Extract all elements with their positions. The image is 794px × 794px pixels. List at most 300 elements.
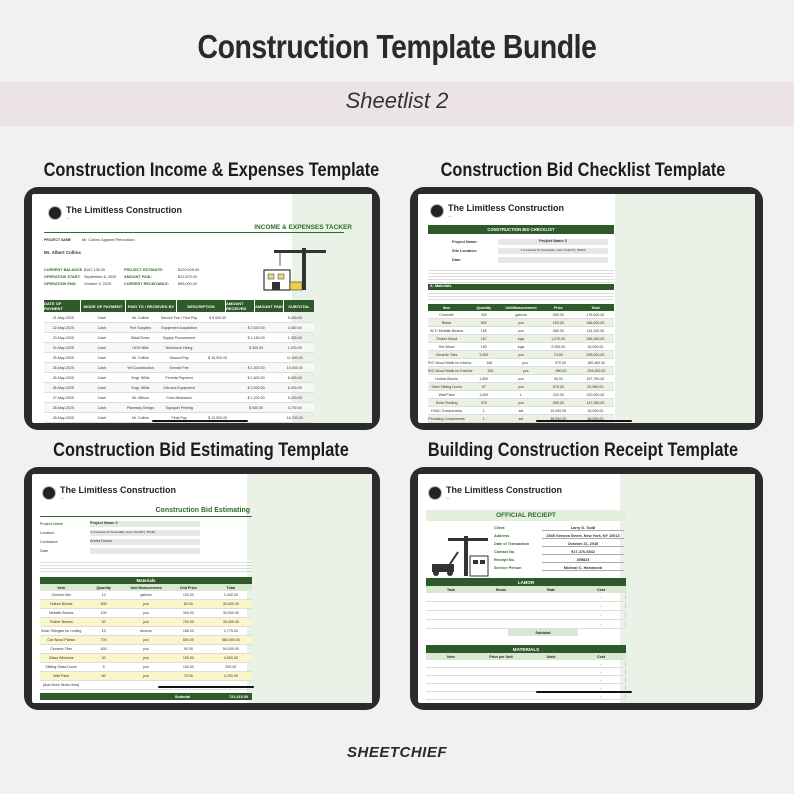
table-cell: 24-May-2025 xyxy=(52,345,74,350)
column-header: Cost xyxy=(597,654,605,659)
table-cell: Timber Beams xyxy=(49,620,73,624)
table-row xyxy=(426,593,626,602)
column-header: Unit Price xyxy=(180,585,197,590)
table-row xyxy=(428,311,614,319)
table-cell: pcs xyxy=(522,360,528,365)
table-cell: 11,000.00 xyxy=(286,355,303,360)
table-row xyxy=(40,654,252,663)
table-cell: [Add More Items Here] xyxy=(43,683,80,687)
table-cell: 1,440.00 xyxy=(223,593,238,597)
table-cell: pcs xyxy=(143,620,149,624)
income-template-title: Construction Income & Expenses Template xyxy=(43,160,380,181)
scroll-indicator[interactable] xyxy=(158,686,254,688)
company-logo-icon xyxy=(48,206,62,220)
receipt-field-label: Client xyxy=(494,526,505,530)
column-header: Task xyxy=(447,587,455,592)
table-cell: $ 12,000.00 xyxy=(208,415,228,420)
receipt-field-value[interactable]: October 21, 2045 xyxy=(542,542,624,547)
table-row xyxy=(44,373,314,383)
table-cell: logs xyxy=(517,336,525,341)
labor-subtotal: Subtotal xyxy=(508,629,578,636)
table-row xyxy=(426,676,626,684)
table-cell: dozens xyxy=(140,629,152,633)
table-cell: Workforce Hiring xyxy=(165,345,193,350)
receipt-tablet xyxy=(410,467,763,710)
table-cell: 980.00 xyxy=(555,368,567,373)
table-cell: pcs xyxy=(518,328,524,333)
table-cell: $ 1,160.00 xyxy=(247,335,265,340)
sheet-title: OFFICIAL RECIEPT xyxy=(426,510,626,521)
table-cell: 5,200.00 xyxy=(287,395,302,400)
table-cell: $ 300.00 xyxy=(249,345,264,350)
table-cell: 54,000.00 xyxy=(222,647,239,651)
table-cell: Hot Wood xyxy=(438,344,455,349)
table-cell: pcs xyxy=(143,638,149,642)
project-estimate-label: PROJECT ESTIMATE: xyxy=(124,268,164,272)
page-title: Construction Template Bundle xyxy=(197,28,597,65)
table-cell: 700 xyxy=(100,638,107,642)
table-cell: 60 xyxy=(101,674,106,678)
contractor-input[interactable]: Andra Dunne xyxy=(90,539,200,545)
table-cell: 3,000 xyxy=(479,352,489,357)
table-cell: 970.00 xyxy=(555,360,567,365)
scroll-indicator[interactable] xyxy=(536,691,632,693)
table-cell: 150 xyxy=(480,344,487,349)
sheet-title: Construction Bid Estimating xyxy=(155,507,250,514)
table-cell: Timber Wood xyxy=(435,336,458,341)
table-cell: Car Wood Planks xyxy=(47,638,76,642)
company-name: The Limitless Construction xyxy=(448,203,565,213)
table-cell: 1,000 xyxy=(479,392,489,397)
table-cell: Mr. Collins xyxy=(132,355,149,360)
table-cell[interactable]: - xyxy=(576,686,626,690)
table-cell: 90.00 xyxy=(183,647,193,651)
table-cell: 70.00 xyxy=(183,674,193,678)
table-cell: 48,000.00 xyxy=(550,416,567,421)
estimating-table-body xyxy=(40,591,252,691)
receipt-field-value[interactable]: 2545 Genova Street, New York, NY 10013 xyxy=(542,534,624,539)
table-cell: 15,000.00 xyxy=(587,408,604,413)
project-estimate-value: $120,005.00 xyxy=(178,268,200,272)
column-header: Item xyxy=(57,585,65,590)
column-header: Rate xyxy=(547,587,555,592)
bid-checklist-tablet xyxy=(410,187,763,430)
income-table-body xyxy=(44,313,314,423)
table-cell: 35,000.00 xyxy=(222,620,239,624)
column-header: Price xyxy=(553,305,563,310)
table-cell: set xyxy=(518,408,524,413)
table-cell: L xyxy=(520,392,522,397)
table-cell: 570.00 xyxy=(552,384,564,389)
table-cell: Mr. Collins xyxy=(132,415,149,420)
table-cell: 115,100.00 xyxy=(586,328,605,333)
title-divider xyxy=(44,232,344,233)
table-cell: 295,000.00 xyxy=(586,352,605,357)
amount-paid-label: AMOUNT PAID: xyxy=(124,275,152,279)
table-cell: 30 xyxy=(101,656,106,660)
table-cell: Cash xyxy=(97,345,107,350)
col-mode: MODE OF PAYMENT xyxy=(81,300,125,312)
table-cell: 120.00 xyxy=(182,593,194,597)
table-cell: Plumbing Components xyxy=(428,416,465,421)
subtotal-value: 722,415.00 xyxy=(228,694,248,699)
table-cell: Kits and Equipment xyxy=(163,385,195,390)
operation-end-value: October 3, 2025 xyxy=(84,282,112,286)
site-location-input[interactable]: 4 Crestview Dr Scottsdale, New York(NY), 85260 xyxy=(498,248,608,254)
table-cell: 4,500.00 xyxy=(223,656,238,660)
table-cell: pcs xyxy=(143,647,149,651)
column-header: Quantity xyxy=(476,305,492,310)
table-cell: Hollow Blocks xyxy=(50,602,73,606)
table-row xyxy=(426,602,626,611)
table-cell: set xyxy=(518,416,524,421)
table-cell[interactable]: - xyxy=(576,604,626,608)
column-header: Quantity xyxy=(96,585,111,590)
table-cell: HVAC Components xyxy=(431,408,463,413)
estimating-table-header xyxy=(40,584,252,591)
receipt-fields xyxy=(494,526,624,578)
table-cell: Cash xyxy=(97,395,107,400)
current-balance-value: $167,135.00 xyxy=(84,268,106,272)
site-location-label: Site Location: xyxy=(452,249,478,253)
table-cell: 21-May-2025 xyxy=(52,315,74,320)
table-cell: 15,000.00 xyxy=(550,408,567,413)
table-row xyxy=(426,692,626,700)
table-cell: Second Pay xyxy=(169,355,189,360)
table-row xyxy=(40,672,252,681)
table-cell: 1 xyxy=(482,416,485,421)
table-cell: $ 2,000.00 xyxy=(247,385,265,390)
labor-title: LABOR xyxy=(426,578,626,586)
table-cell: Final Pay xyxy=(171,415,187,420)
table-cell: 1,300.00 xyxy=(287,335,302,340)
table-cell: 700.00 xyxy=(182,620,194,624)
table-cell: 550.00 xyxy=(552,400,564,405)
bid-estimating-screen xyxy=(32,474,372,703)
table-cell: Ceramic Tiles xyxy=(435,352,458,357)
table-cell: 27-May-2025 xyxy=(52,395,74,400)
table-row xyxy=(40,591,252,600)
table-row xyxy=(428,359,614,367)
table-cell: 150.00 xyxy=(182,656,194,660)
table-row xyxy=(428,383,614,391)
intro-paragraph xyxy=(40,560,252,574)
location-input[interactable]: 4 Crestview Dr Scottsdale, New York(NY), 85260 xyxy=(90,530,200,536)
table-cell: gallons xyxy=(515,312,527,317)
table-cell: 50 xyxy=(101,620,106,624)
table-cell: pcs xyxy=(518,400,524,405)
contractor-label: Contractor xyxy=(40,540,58,544)
company-address: — xyxy=(446,496,450,500)
table-cell: 157 xyxy=(480,336,487,341)
company-logo-icon xyxy=(42,486,56,500)
current-receivable-label: CURRENT RECEIVABLE: xyxy=(124,282,170,286)
column-header: Unit/Measurement xyxy=(505,305,537,310)
project-name-input[interactable]: Project Name 3 xyxy=(498,239,608,245)
subtotal-label: Subtotal xyxy=(174,694,190,699)
company-address: — xyxy=(66,216,70,220)
materials-table-body xyxy=(426,660,626,702)
labor-table-header xyxy=(426,586,626,593)
table-cell: $ 500.00 xyxy=(249,405,264,410)
receipt-field-label: Address xyxy=(494,534,510,538)
table-cell: 220,000.00 xyxy=(586,392,605,397)
table-cell: pcs xyxy=(522,368,529,373)
project-name-value: Mr. Collins' Apparel Renovation xyxy=(82,238,135,242)
table-row xyxy=(40,663,252,672)
table-cell[interactable]: - xyxy=(576,678,626,682)
receipt-screen xyxy=(418,474,755,703)
table-cell: 25-May-2025 xyxy=(52,355,74,360)
title-divider xyxy=(40,516,252,517)
table-cell: Solar Shingles for roofing xyxy=(41,629,82,633)
table-row xyxy=(40,609,252,618)
table-cell: 28-May-2025 xyxy=(52,405,74,410)
table-cell: 26-May-2025 xyxy=(52,385,74,390)
table-cell: Cash xyxy=(97,385,107,390)
table-cell[interactable]: - xyxy=(576,595,626,599)
table-cell: Cash xyxy=(97,335,107,340)
table-cell: Yell Construction xyxy=(127,365,154,370)
table-row xyxy=(44,323,314,333)
scroll-indicator[interactable] xyxy=(536,420,632,422)
column-header: Cost xyxy=(597,587,605,592)
table-cell: Cash xyxy=(97,415,107,420)
date-label: Date: xyxy=(452,258,462,262)
table-cell: 60.00 xyxy=(183,602,193,606)
company-name: The Limitless Construction xyxy=(446,485,563,495)
table-row xyxy=(426,611,626,620)
table-cell: 185 xyxy=(480,328,487,333)
receipt-field-value[interactable]: Larry D. Todd xyxy=(542,526,624,531)
table-cell: 560,000.00 xyxy=(221,638,240,642)
table-cell: Metallic Beams xyxy=(49,611,74,615)
column-header: Item xyxy=(447,654,455,659)
location-label: Location xyxy=(40,531,55,535)
table-cell: 23-May-2025 xyxy=(52,335,74,340)
table-cell[interactable]: - xyxy=(576,670,626,674)
table-cell: 220.00 xyxy=(552,392,564,397)
date-input[interactable] xyxy=(90,548,200,554)
table-cell: $ 1,000.00 xyxy=(247,365,265,370)
table-cell[interactable]: - xyxy=(576,622,626,626)
table-row xyxy=(44,333,314,343)
table-cell: Mr. Collins xyxy=(132,315,149,320)
table-cell: 294,000.00 xyxy=(587,368,606,373)
table-cell: Engr. Willis xyxy=(131,385,150,390)
income-screen xyxy=(32,194,372,423)
receipt-field-value[interactable]: 917-476-6542 xyxy=(542,550,624,555)
table-cell: 800.00 xyxy=(182,638,194,642)
table-cell: 73.00 xyxy=(553,352,563,357)
date-input[interactable] xyxy=(498,257,608,263)
scroll-indicator[interactable] xyxy=(152,420,248,422)
table-cell: 1,000.00 xyxy=(287,345,302,350)
bid-checklist-template-title: Construction Bid Checklist Template xyxy=(440,160,726,181)
receipt-field-label: Contact No. xyxy=(494,550,516,554)
table-cell: 16,700.00 xyxy=(286,415,303,420)
table-cell: Service Fee / First Pay xyxy=(160,315,198,320)
project-name-label: Project Name xyxy=(40,522,64,526)
table-cell[interactable]: - xyxy=(576,613,626,617)
table-cell: 30,000.00 xyxy=(222,611,239,615)
subtotal-row xyxy=(40,693,252,700)
table-cell: 1,650 xyxy=(479,376,489,381)
income-tablet xyxy=(24,187,380,430)
table-cell: R/C Wood Walls for Interior xyxy=(428,360,472,365)
construction-crane-icon xyxy=(260,244,330,292)
table-cell: Engr. Willis xyxy=(131,375,150,380)
table-cell: logs xyxy=(517,344,525,349)
table-cell: 4,700.00 xyxy=(287,405,302,410)
table-row xyxy=(426,660,626,668)
table-cell: 28-May-2025 xyxy=(52,415,74,420)
brand-logo: SHEETCHIEF xyxy=(346,744,447,761)
checklist-side-panel xyxy=(615,194,755,423)
company-address: — xyxy=(60,496,64,500)
table-cell: 256,160.00 xyxy=(586,336,605,341)
section-materials: A. Materials xyxy=(428,284,614,290)
table-row xyxy=(428,335,614,343)
table-cell: Solar Roofing xyxy=(435,400,458,405)
current-balance-label: CURRENT BALANCE xyxy=(44,268,83,272)
company-name: The Limitless Construction xyxy=(66,205,183,215)
table-cell: R/C Wood Walls for Exterior xyxy=(428,368,473,373)
table-row xyxy=(428,351,614,359)
checklist-table-body xyxy=(428,311,614,423)
col-amount-received: AMOUNT RECEIVED xyxy=(226,300,254,312)
table-row xyxy=(44,363,314,373)
table-cell: Cash xyxy=(97,355,107,360)
table-row xyxy=(40,636,252,645)
receipt-field-value[interactable]: 395823 xyxy=(542,558,624,563)
table-cell: 100.00 xyxy=(182,665,194,669)
table-cell: Permits Payment xyxy=(165,375,193,380)
table-cell: pcs xyxy=(518,320,524,325)
project-name-input[interactable]: Project Name 3 xyxy=(90,521,200,527)
table-row xyxy=(40,600,252,609)
table-cell: $ 1,600.00 xyxy=(247,375,265,380)
table-cell: pcs xyxy=(143,665,149,669)
table-row xyxy=(44,383,314,393)
table-cell: Cash xyxy=(97,405,107,410)
receipt-field-label: Service Person xyxy=(494,566,522,570)
column-header: Units xyxy=(546,654,556,659)
col-paid-to: PAID TO / RECEIVED BY xyxy=(126,300,176,312)
col-amount-paid: AMOUNT PAID xyxy=(255,300,283,312)
table-cell[interactable]: - xyxy=(576,694,626,698)
table-cell: Concrete xyxy=(439,312,454,317)
table-cell: $ 10,000.00 xyxy=(208,355,228,360)
operation-start-label: OPERATION START: xyxy=(44,275,81,279)
column-header: Total xyxy=(226,585,235,590)
receipt-field-label: Date of Transaction xyxy=(494,542,530,546)
table-cell: Service Fee xyxy=(169,365,189,370)
table-cell: 300.00 xyxy=(182,611,194,615)
col-subtotal: SUBTOTAL xyxy=(284,300,314,312)
table-cell: BlackTones xyxy=(131,335,150,340)
table-cell: $ 1,200.00 xyxy=(247,395,265,400)
materials-paragraph xyxy=(428,291,614,301)
table-cell: 2,775.00 xyxy=(223,629,238,633)
operation-start-value: September 6, 2025 xyxy=(84,275,117,279)
table-cell: 97 xyxy=(481,384,486,389)
company-logo-icon xyxy=(430,204,444,218)
excavator-crane-icon xyxy=(428,532,490,578)
table-cell[interactable]: - xyxy=(576,662,626,666)
table-cell: 4,200.00 xyxy=(223,674,238,678)
table-row xyxy=(40,618,252,627)
table-cell: Cash xyxy=(97,325,107,330)
table-cell: 1 xyxy=(482,408,485,413)
labor-table-body xyxy=(426,593,626,629)
table-cell: Topsquirt Printing xyxy=(165,405,193,410)
table-cell: 186 xyxy=(486,360,493,365)
table-row xyxy=(428,375,614,383)
table-row xyxy=(40,645,252,654)
table-cell: 8,400.00 xyxy=(287,375,302,380)
company-logo-icon xyxy=(428,486,442,500)
receipt-side-panel xyxy=(620,474,755,703)
table-cell: 5 xyxy=(102,665,105,669)
table-row xyxy=(428,327,614,335)
col-description: DESCRIPTION xyxy=(177,300,225,312)
table-cell: 375 xyxy=(480,400,487,405)
date-label: Date xyxy=(40,549,49,553)
table-cell: pcs xyxy=(518,384,524,389)
table-cell: Food Allowance xyxy=(166,395,192,400)
table-cell: 6,400.00 xyxy=(287,385,302,390)
column-header: Price per Unit xyxy=(489,654,513,659)
table-cell: 180,460.00 xyxy=(587,360,606,365)
table-cell: 5,000.00 xyxy=(287,315,302,320)
operation-end-label: OPERATION END: xyxy=(44,282,77,286)
company-address: — xyxy=(448,214,452,218)
table-cell: Port Supplies xyxy=(129,325,152,330)
table-cell: 15 xyxy=(101,629,106,633)
table-cell: Steel Sliding Doors xyxy=(431,384,462,389)
table-row xyxy=(428,399,614,407)
table-cell: Sliding Glass Doors xyxy=(45,665,77,669)
column-header: Total xyxy=(591,305,600,310)
table-cell: pcs xyxy=(518,376,524,381)
receipt-field-value[interactable]: Michael C. Hammond xyxy=(542,566,624,571)
table-cell: Cash xyxy=(97,315,107,320)
table-cell: pcs xyxy=(143,602,149,606)
receipt-template-title: Building Construction Receipt Template xyxy=(427,440,739,461)
table-cell: pcs xyxy=(143,674,149,678)
company-name: The Limitless Construction xyxy=(60,485,177,495)
column-header: Hours xyxy=(495,587,507,592)
table-cell: 2,460.00 xyxy=(287,325,302,330)
checklist-table-header xyxy=(428,304,614,311)
table-cell: Glass Windows xyxy=(48,656,74,660)
table-cell: $ 2,540.00 xyxy=(247,325,265,330)
table-cell: Planetary Design xyxy=(126,405,155,410)
table-cell: 15,000.00 xyxy=(587,344,604,349)
page-subtitle: Sheetlist 2 xyxy=(345,88,449,113)
table-cell: gallons xyxy=(140,593,152,597)
table-cell: pcs xyxy=(143,611,149,615)
table-cell: 300 xyxy=(480,312,487,317)
client-name: Mr. Albert Collins xyxy=(44,250,81,255)
column-header: Unit Measurement xyxy=(130,585,162,590)
table-cell: 590.00 xyxy=(552,312,564,317)
table-cell: 185.00 xyxy=(182,629,194,633)
table-cell: 48,000.00 xyxy=(587,416,604,421)
sheet-title: CONSTRUCTION BID CHECKLIST xyxy=(428,225,614,234)
table-cell: 22-May-2025 xyxy=(52,325,74,330)
